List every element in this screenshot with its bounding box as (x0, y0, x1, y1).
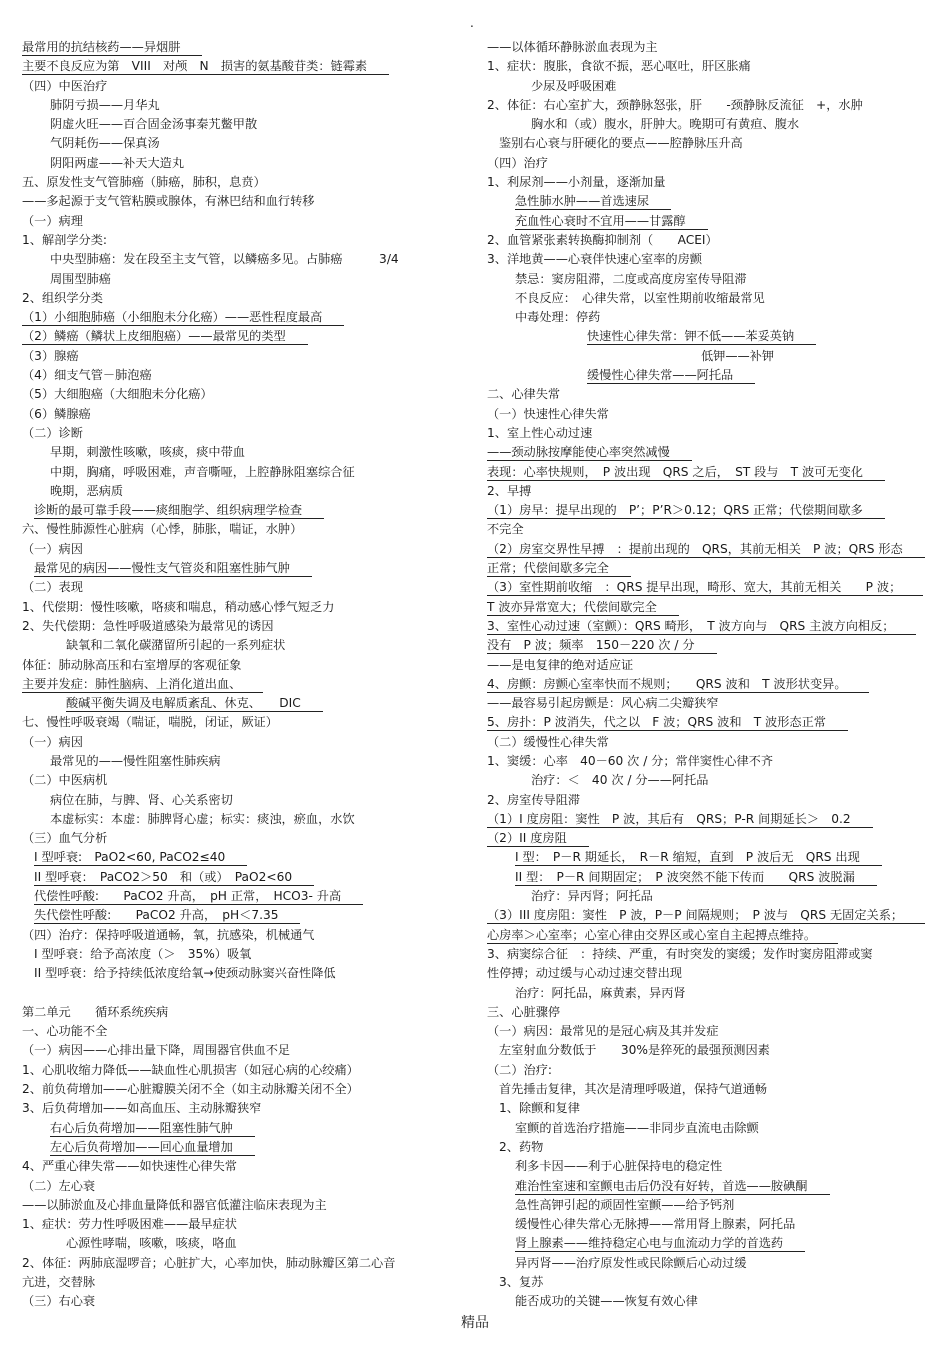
text-line-content: （5）大细胞癌（大细胞未分化癌） (22, 387, 213, 402)
text-line-content: 正常；代偿间歇多完全 (487, 561, 631, 577)
text-line (22, 327, 462, 346)
text-line (22, 656, 462, 675)
text-line-content: （四）治疗 (487, 155, 548, 170)
text-line (487, 964, 932, 983)
text-line-content: （一）病因 (22, 541, 83, 556)
text-line (487, 1215, 932, 1234)
text-line-content: 没有 P 波；频率 150－220 次 / 分 (487, 638, 717, 654)
text-line-content: （二）左心衰 (22, 1178, 96, 1193)
text-line (487, 1157, 932, 1176)
text-line-content: （一）快速性心律失常 (487, 406, 609, 421)
text-line-content: 左室射血分数低于 30%是猝死的最强预测因素 (499, 1043, 770, 1058)
text-line (22, 752, 462, 771)
text-line-content: 最常用的抗结核药——异烟肼 (22, 40, 202, 56)
text-line-content: II 型： P－R 间期固定； P 波突然不能下传而 QRS 波脱漏 (515, 870, 877, 886)
text-line-content: 1、心肌收缩力降低——缺血性心肌损害（如冠心病的心绞痛） (22, 1062, 359, 1077)
text-line-content: 1、症状：腹胀，食欲不振，恶心呕吐，肝区胀痛 (487, 59, 751, 74)
text-line (487, 1254, 932, 1273)
text-line (487, 887, 932, 906)
text-line-content: 1、除颤和复律 (499, 1101, 580, 1116)
text-line-content: 代偿性呼酸: PaCO2 升高， pH 正常， HCO3- 升高 (34, 889, 363, 905)
text-line (22, 77, 462, 96)
text-line (487, 405, 932, 424)
text-line (487, 636, 932, 655)
text-line-content: 禁忌：窦房阻滞，二度或高度房室传导阻滞 (515, 271, 747, 286)
text-line (22, 443, 462, 462)
text-line-content: （2）鳞癌（鳞状上皮细胞癌）——最常见的类型 (22, 329, 308, 345)
text-line (487, 1119, 932, 1138)
text-line-content: 2、前负荷增加——心脏瓣膜关闭不全（如主动脉瓣关闭不全） (22, 1082, 359, 1097)
text-line-content: II 型呼衰：给予持续低浓度给氧→使颈动脉窦兴奋性降低 (34, 966, 336, 981)
text-line-content: 低钾——补钾 (701, 348, 775, 363)
text-line-content: （二）诊断 (22, 425, 83, 440)
text-line (22, 482, 462, 501)
text-line (22, 713, 462, 732)
text-line-content: 心房率＞心室率；心室心律由交界区或心室自主起搏点维持。 (487, 928, 838, 944)
text-line-content: 2、失代偿期：急性呼吸道感染为最常见的诱因 (22, 618, 274, 633)
text-line-content: （二）治疗: (487, 1062, 553, 1077)
text-line-content: ——以肺淤血及心排血量降低和器官低灌注临床表现为主 (22, 1197, 327, 1212)
text-line-content: 最常见的——慢性阻塞性肺疾病 (50, 753, 221, 768)
text-line (487, 1041, 932, 1060)
text-line (487, 1099, 932, 1118)
text-line (22, 1041, 462, 1060)
text-line (22, 675, 462, 694)
text-line-content: （一）病因：最常见的是冠心病及其并发症 (487, 1024, 719, 1039)
text-line (22, 250, 462, 269)
text-line (22, 771, 462, 790)
text-line-content: 异丙肾——治疗原发性或民除颤后心动过缓 (515, 1255, 747, 1270)
right-column (487, 38, 932, 1312)
text-line-content: （二）表现 (22, 580, 83, 595)
text-line-content: 缓慢性心律失常——阿托品 (587, 368, 755, 384)
page-footer: 精品 (461, 1315, 489, 1331)
text-line-content: 酸碱平衡失调及电解质紊乱、休克、 DIC (66, 696, 323, 712)
text-line-content: 首先捶击复律，其次是清理呼吸道，保持气道通畅 (499, 1082, 768, 1097)
text-line-content: 性停搏；动过缓与心动过速交替出现 (487, 966, 682, 981)
text-line (22, 1003, 462, 1022)
text-line (487, 752, 932, 771)
text-line-content: 右心后负荷增加——阻塞性肺气肿 (50, 1121, 255, 1137)
text-line (22, 385, 462, 404)
text-line-content: （2）II 度房阻 (487, 831, 589, 847)
text-line (487, 231, 932, 250)
text-line-content: （四）中医治疗 (22, 78, 108, 93)
text-line (22, 173, 462, 192)
text-line-content: （3）室性期前收缩 ：QRS 提早出现，畸形、宽大，其前无相关 P 波； (487, 580, 923, 596)
text-line-content: 能否成功的关键——恢复有效心律 (515, 1294, 698, 1309)
text-line-content: 2、体征：两肺底湿啰音；心脏扩大，心率加快，肺动脉瓣区第二心音 (22, 1255, 396, 1270)
text-line (22, 212, 462, 231)
text-line-content: ——颈动脉按摩能使心率突然减慢 (487, 445, 692, 461)
text-line (487, 1292, 932, 1311)
text-line-content: （四）治疗：保持呼吸道通畅，氧，抗感染，机械通气 (22, 927, 315, 942)
text-line-content: 左心后负荷增加——回心血量增加 (50, 1140, 255, 1156)
text-line-content: （三）右心衰 (22, 1294, 96, 1309)
text-line (487, 1022, 932, 1041)
text-line (22, 868, 462, 887)
text-line-content: 缓慢性心律失常心无脉搏——常用肾上腺素，阿托品 (515, 1217, 796, 1232)
text-line (22, 501, 462, 520)
text-line (22, 598, 462, 617)
text-line-content: T 波亦异常宽大；代偿间歇完全 (487, 600, 679, 616)
text-line-content: 充血性心衰时不宜用——甘露醇 (515, 214, 708, 230)
text-line (487, 212, 932, 231)
text-line (22, 347, 462, 366)
text-line (22, 115, 462, 134)
text-line (487, 1061, 932, 1080)
text-line-content: （1）I 度房阻：窦性 P 波，其后有 QRS；P-R 间期延长＞ 0.2 (487, 812, 873, 828)
text-line-content: 室颤的首选治疗措施——非同步直流电击除颤 (515, 1120, 759, 1135)
text-line (487, 984, 932, 1003)
text-line (487, 154, 932, 173)
text-line (22, 1273, 462, 1292)
text-line (487, 96, 932, 115)
text-line (22, 945, 462, 964)
text-line (487, 520, 932, 539)
text-line (22, 906, 462, 925)
text-line-content: 少尿及呼吸困难 (531, 78, 617, 93)
text-line-content: 三、心脏骤停 (487, 1004, 561, 1019)
text-line (22, 1215, 462, 1234)
text-line-content: （三）血气分析 (22, 831, 108, 846)
text-line-content: 3、后负荷增加——如高血压、主动脉瓣狭窄 (22, 1101, 262, 1116)
text-line-content: 缺氧和二氧化碳潴留所引起的一系列症状 (66, 638, 286, 653)
text-line (22, 1157, 462, 1176)
text-line (487, 192, 932, 211)
text-line-content: 利多卡因——利于心脏保持电的稳定性 (515, 1159, 723, 1174)
text-line-content: I 型呼衰: PaO2<60, PaCO2≤40 (34, 850, 247, 866)
text-line-content: 3、复苏 (499, 1275, 544, 1289)
text-line-content: 失代偿性呼酸: PaCO2 升高， pH＜7.35 (34, 908, 300, 924)
text-line-content: 本虚标实：本虚：肺脾肾心虚；标实：痰浊，瘀血，水饮 (50, 811, 355, 826)
text-line-content: 治疗：异丙肾；阿托品 (531, 889, 653, 904)
text-line-content: （二）中医病机 (22, 773, 108, 788)
text-line (22, 134, 462, 153)
text-line (487, 945, 932, 964)
text-line-content: 诊断的最可靠手段——痰细胞学、组织病理学检查 (34, 503, 324, 519)
text-line (487, 38, 932, 57)
text-line-content: 阴阳两虚——补天大造丸 (50, 155, 185, 170)
text-line-content: II 型呼衰： PaCO2＞50 和（或） PaO2<60 (34, 870, 314, 886)
text-line (22, 636, 462, 655)
text-line-content: （一）病因 (22, 734, 83, 749)
text-line-content: 肾上腺素——维持稳定心电与血流动力学的首选药 (515, 1236, 805, 1252)
text-line (487, 868, 932, 887)
text-line (22, 463, 462, 482)
text-line-content: （二）缓慢性心律失常 (487, 734, 609, 749)
text-line (487, 810, 932, 829)
text-line-content: 二、心律失常 (487, 387, 561, 402)
text-line-content: 2、体征：右心室扩大，颈静脉怒张，肝 -颈静脉反流征 +，水肿 (487, 97, 863, 112)
text-line (22, 887, 462, 906)
text-line (22, 791, 462, 810)
text-line (487, 559, 932, 578)
text-line (487, 463, 932, 482)
text-line (487, 77, 932, 96)
text-line (22, 1022, 462, 1041)
text-line (22, 308, 462, 327)
text-line-content: （一）病因——心排出量下降，周围器官供血不足 (22, 1043, 291, 1058)
text-line (487, 540, 932, 559)
text-line (22, 96, 462, 115)
text-line-content: 中央型肺癌：发在段至主支气管，以鳞癌多见。占肺癌 3/4 (50, 252, 399, 267)
text-line (487, 617, 932, 636)
text-line (22, 366, 462, 385)
text-line-content: （4）细支气管－肺泡癌 (22, 368, 152, 383)
text-line (487, 1177, 932, 1196)
text-line (22, 733, 462, 752)
text-line (487, 289, 932, 308)
text-line (22, 964, 462, 983)
text-line (487, 791, 932, 810)
text-line-content: （一）病理 (22, 213, 83, 228)
text-line (22, 1099, 462, 1118)
text-line-content: 2、组织学分类 (22, 290, 103, 305)
text-line-content: 病位在肺，与脾、肾、心关系密切 (50, 792, 233, 807)
text-line (22, 926, 462, 945)
text-line (487, 308, 932, 327)
text-line-content: 4、严重心律失常——如快速性心律失常 (22, 1159, 237, 1174)
text-line (22, 1177, 462, 1196)
text-line-content: 六、慢性肺源性心脏病（心悸，肺胀，喘证，水肿） (22, 522, 303, 537)
text-line (22, 559, 462, 578)
text-line-content: 2、药物 (499, 1139, 544, 1154)
text-line (487, 829, 932, 848)
text-line (22, 1138, 462, 1157)
text-line-content: 一、心功能不全 (22, 1024, 108, 1039)
text-line-content: 鉴别右心衰与肝硬化的要点——腔静脉压升高 (499, 136, 743, 151)
text-line (22, 231, 462, 250)
text-line (22, 694, 462, 713)
text-line (22, 810, 462, 829)
text-line (487, 848, 932, 867)
text-line-content: 治疗：＜ 40 次 / 分——阿托品 (531, 773, 709, 788)
text-line-content: 1、解剖学分类: (22, 232, 107, 247)
text-line-content: （2）房室交界性早搏 ：提前出现的 QRS，其前无相关 P 波；QRS 形态 (487, 542, 925, 558)
text-line-content: 胸水和（或）腹水，肝肿大。晚期可有黄疸、腹水 (531, 117, 800, 132)
text-line-content: 主要并发症：肺性脑病、上消化道出血、 (22, 677, 263, 693)
text-line (22, 617, 462, 636)
text-line (22, 38, 462, 57)
text-line (487, 347, 932, 366)
text-line-content: 急性高钾引起的顽固性室颤——给予钙剂 (515, 1197, 735, 1212)
text-line (22, 1254, 462, 1273)
text-line (22, 829, 462, 848)
text-line-content: 五、原发性支气管肺癌（肺癌，肺积，息贲） (22, 175, 266, 190)
text-line (487, 270, 932, 289)
text-line-content: （3）腺癌 (22, 348, 79, 363)
text-line (487, 598, 932, 617)
text-line-content: 亢进，交替脉 (22, 1275, 96, 1289)
text-line (487, 134, 932, 153)
text-line (487, 385, 932, 404)
text-line-content: 心源性哮喘，咳嗽，咳痰，咯血 (66, 1236, 237, 1251)
text-line-content: 3、室性心动过速（室颤）：QRS 畸形， T 波方向与 QRS 主波方向相反； (487, 619, 916, 635)
text-line-content: ——最容易引起房颤是：风心病二尖瓣狭窄 (487, 696, 719, 711)
text-line-content: 2、房室传导阻滞 (487, 792, 581, 807)
text-line-content: （1）小细胞肺癌（小细胞未分化癌）——恶性程度最高 (22, 310, 344, 326)
text-line-content: 中毒处理：停药 (515, 310, 601, 325)
text-line-content: 2、早搏 (487, 483, 532, 498)
text-line (22, 154, 462, 173)
text-line (487, 366, 932, 385)
text-line-content: （1）房早：提早出现的 P’；P’R＞0.12；QRS 正常；代偿期间歇多 (487, 503, 885, 519)
text-line (487, 501, 932, 520)
text-line (22, 1119, 462, 1138)
text-line-content: 1、症状：劳力性呼吸困难——最早症状 (22, 1217, 237, 1232)
text-line (487, 424, 932, 443)
text-line (22, 289, 462, 308)
text-line (487, 1138, 932, 1157)
text-line (22, 1080, 462, 1099)
text-line-content: 1、利尿剂——小剂量，逐渐加量 (487, 175, 666, 190)
text-line (22, 57, 462, 76)
text-line-content: ——是电复律的绝对适应证 (487, 657, 634, 672)
text-line-content: 不良反应： 心律失常，以室性期前收缩最常见 (515, 290, 765, 305)
text-line (487, 926, 932, 945)
text-line (487, 578, 932, 597)
text-line (487, 771, 932, 790)
text-line (22, 1234, 462, 1253)
text-line (487, 1273, 932, 1292)
text-line-content: 难治性室速和室颤电击后仍没有好转，首选——胺碘酮 (515, 1179, 830, 1195)
text-line (22, 192, 462, 211)
text-line (487, 1080, 932, 1099)
text-line-content: 肺阴亏损——月华丸 (50, 97, 160, 112)
text-line-content: 不完全 (487, 522, 524, 537)
text-line (487, 694, 932, 713)
text-line-content: 主要不良反应为第 VIII 对颅 N 损害的氨基酸苷类：链霉素 (22, 59, 389, 75)
text-line (22, 540, 462, 559)
text-line (487, 173, 932, 192)
left-column (22, 38, 462, 1312)
text-line (22, 270, 462, 289)
text-line (487, 906, 932, 925)
text-line (22, 984, 462, 1003)
text-line-content: ——以体循环静脉淤血表现为主 (487, 40, 658, 54)
text-line (22, 848, 462, 867)
text-line-content: 3、病窦综合征 ：持续、严重，有时突发的窦缓；发作时窦房阻滞或窦 (487, 946, 873, 961)
text-line (487, 733, 932, 752)
text-line-content: 七、慢性呼吸衰竭（喘证，喘脱，闭证，厥证） (22, 715, 278, 730)
text-line (487, 713, 932, 732)
text-line (22, 424, 462, 443)
text-line (487, 656, 932, 675)
text-line-content: 阴虚火旺——百合固金汤事秦艽鳖甲散 (50, 117, 258, 132)
text-line-content: 第二单元 循环系统疾病 (22, 1004, 169, 1019)
text-line-content: 晚期，恶病质 (50, 483, 124, 498)
text-line-content: 2、血管紧张素转换酶抑制剂（ ACEI） (487, 232, 718, 247)
text-line (487, 1196, 932, 1215)
text-line (22, 578, 462, 597)
text-line (487, 327, 932, 346)
text-line (22, 405, 462, 424)
text-line (487, 443, 932, 462)
text-line-content: 快速性心律失常：钾不低——苯妥英钠 (587, 329, 816, 345)
text-line-content: 周围型肺癌 (50, 271, 111, 286)
text-line (487, 675, 932, 694)
text-line (22, 520, 462, 539)
text-line-content: I 型呼衰：给予高浓度（＞ 35%）吸氧 (34, 946, 252, 961)
text-line-content: 表现：心率快规则， P 波出现 QRS 之后， ST 段与 T 波可无变化 (487, 465, 885, 481)
text-line (487, 1003, 932, 1022)
text-line-content: 急性肺水肿——首选速尿 (515, 194, 671, 210)
text-line-content: 气阴耗伤——保真汤 (50, 136, 160, 151)
text-line (487, 57, 932, 76)
text-line-content: （3）III 度房阻：窦性 P 波，P－P 间隔规则； P 波与 QRS 无固定关系； (487, 908, 925, 924)
top-dot: . (470, 16, 474, 30)
text-line-content: 最常见的病因——慢性支气管炎和阻塞性肺气肿 (34, 561, 312, 577)
text-line-content: 3、洋地黄——心衰伴快速心室率的房颤 (487, 252, 702, 267)
text-line-content: I 型： P－R 期延长， R－R 缩短，直到 P 波后无 QRS 出现 (515, 850, 882, 866)
text-line-content: 1、窦缓：心率 40－60 次 / 分；常伴窦性心律不齐 (487, 753, 774, 768)
text-line-content: 早期，刺激性咳嗽，咳痰，痰中带血 (50, 445, 245, 460)
text-line-content: 5、房扑：P 波消失，代之以 F 波；QRS 波和 T 波形态正常 (487, 715, 848, 731)
text-line-content: 体征：肺动脉高压和右室增厚的客观征象 (22, 657, 242, 672)
text-line (487, 1234, 932, 1253)
text-line-content: 1、室上性心动过速 (487, 425, 593, 440)
text-line-content: 1、代偿期：慢性咳嗽，咯痰和喘息，稍动感心悸气短乏力 (22, 599, 335, 614)
text-line (22, 1196, 462, 1215)
text-line-content: ——多起源于支气管粘膜或腺体，有淋巴结和血行转移 (22, 194, 315, 209)
text-line (487, 250, 932, 269)
text-line (487, 115, 932, 134)
text-line-content: （6）鳞腺癌 (22, 406, 91, 421)
text-line-content: 4、房颤：房颤心室率快而不规则； QRS 波和 T 波形状变异。 (487, 677, 869, 693)
text-line-content: 治疗：阿托品，麻黄素，异丙肾 (515, 985, 686, 1000)
text-line-content: 中期，胸痛，呼吸困难，声音嘶哑，上腔静脉阻塞综合征 (50, 464, 355, 479)
text-line (22, 1292, 462, 1311)
text-line (22, 1061, 462, 1080)
text-line (487, 482, 932, 501)
